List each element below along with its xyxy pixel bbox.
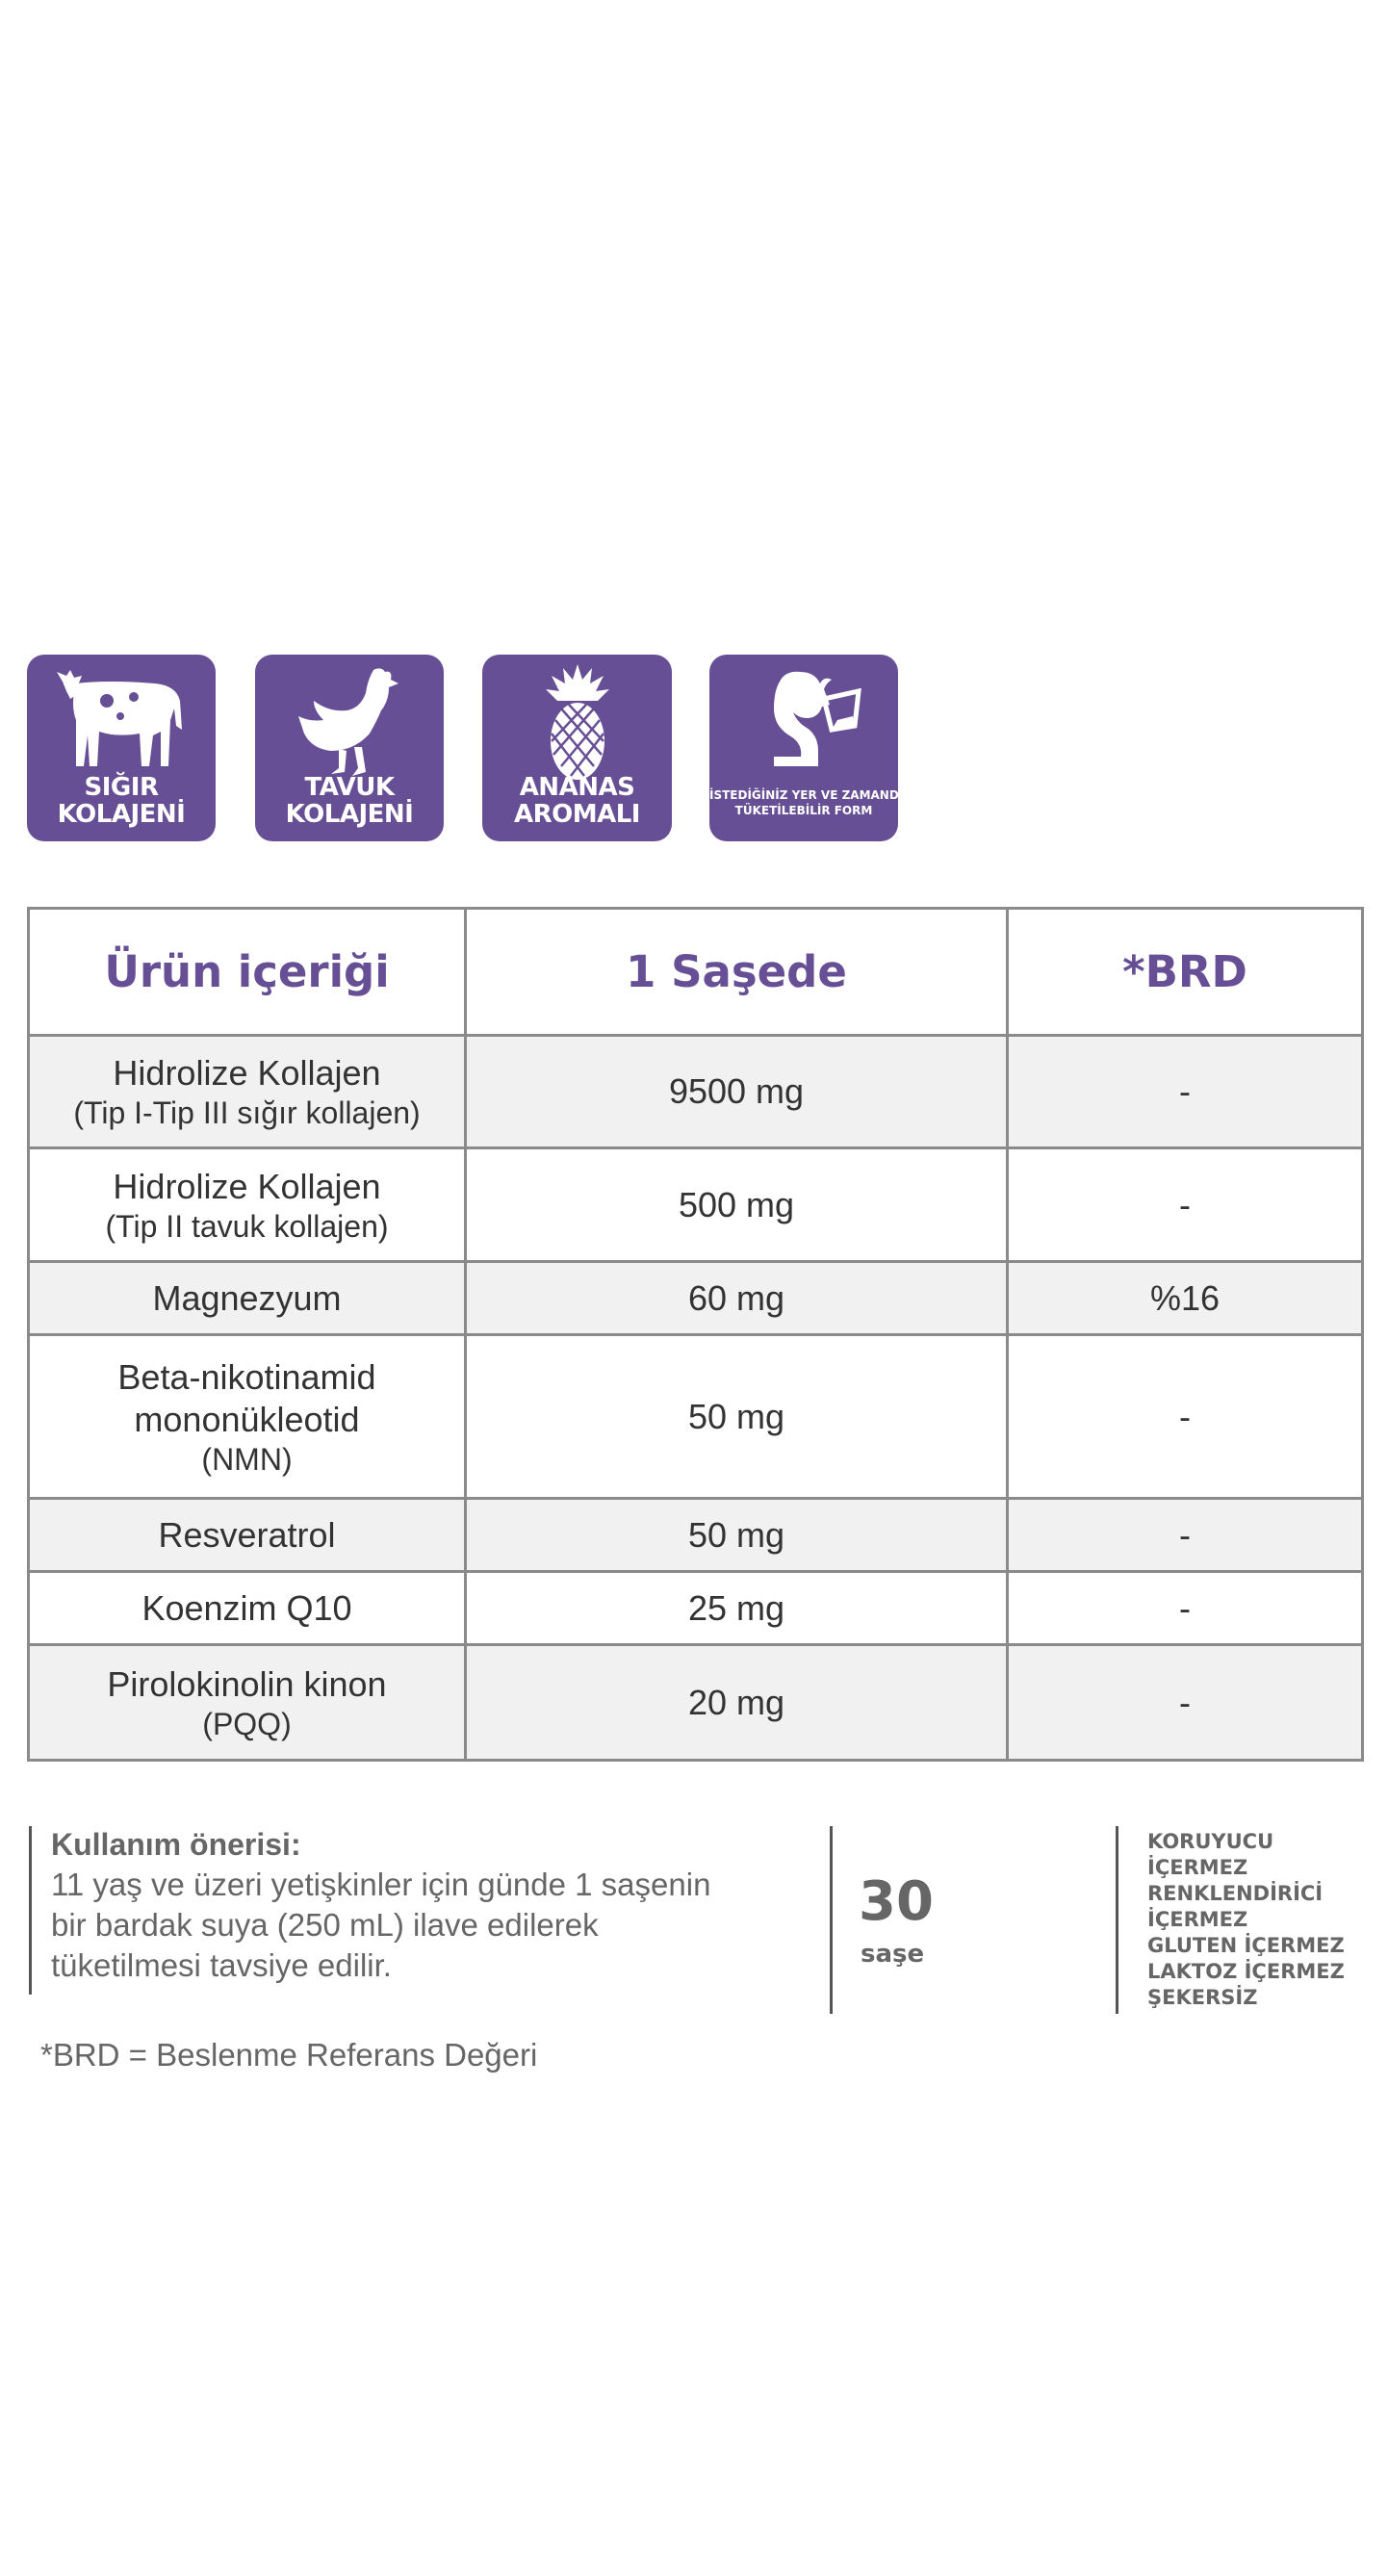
ingredient-cell: [29, 1148, 466, 1262]
badge-pineapple-flavor: [482, 655, 672, 841]
badge-label-line2: AROMALI: [514, 800, 640, 829]
amount-cell: 9500 mg: [466, 1036, 1008, 1148]
ingredient-name: Beta-nikotinamid mononükleotid: [117, 1356, 376, 1439]
badge-label-line2: KOLAJENİ: [57, 800, 186, 829]
amount-cell: 25 mg: [466, 1572, 1008, 1645]
ingredient-name: Pirolokinolin kinon: [107, 1663, 387, 1704]
brd-cell: -: [1008, 1499, 1363, 1572]
amount-cell: 20 mg: [466, 1645, 1008, 1761]
ingredient-name: Magnezyum: [152, 1277, 342, 1318]
ingredients-table: [27, 907, 1364, 1762]
ingredient-subtitle: (Tip II tavuk kollajen): [105, 1208, 389, 1244]
column-header-brd: *BRD: [1008, 909, 1363, 1036]
badge-label-line1: SIĞIR: [84, 773, 159, 802]
badge-label-line1: İSTEDİĞİNİZ YER VE ZAMANDA: [709, 788, 909, 802]
table-row: [29, 1262, 1363, 1335]
claim-line: GLUTEN İÇERMEZ: [1147, 1934, 1345, 1957]
table-header-row: [29, 909, 1363, 1036]
badge-bovine-collagen: [27, 655, 216, 841]
usage-line: tüketilmesi tavsiye edilir.: [51, 1947, 392, 1983]
pineapple-icon: [482, 662, 672, 782]
ingredient-cell: [29, 1036, 466, 1148]
badge-portable-form: [709, 655, 909, 841]
amount-cell: 50 mg: [466, 1499, 1008, 1572]
brd-cell: -: [1008, 1335, 1363, 1499]
amount-cell: 500 mg: [466, 1148, 1008, 1262]
badge-label-line2: TÜKETİLEBİLİR FORM: [734, 804, 873, 817]
brd-cell: %16: [1008, 1262, 1363, 1335]
chicken-icon: [255, 662, 444, 782]
drinking-person-icon: [709, 662, 898, 782]
claim-line: ŞEKERSİZ: [1147, 1986, 1258, 2009]
ingredient-cell: [29, 1499, 466, 1572]
usage-line: bir bardak suya (250 mL) ilave edilerek: [51, 1907, 599, 1943]
usage-line: 11 yaş ve üzeri yetişkinler için günde 1 saşenin: [51, 1867, 711, 1902]
ingredient-cell: [29, 1572, 466, 1645]
table-row: [29, 1148, 1363, 1262]
brd-cell: -: [1008, 1572, 1363, 1645]
sachet-count: [830, 1826, 1118, 2014]
claim-line: RENKLENDİRİCİ: [1147, 1882, 1324, 1905]
badge-label-line1: ANANAS: [519, 773, 635, 802]
usage-text: [51, 1865, 799, 1986]
table-row: [29, 1335, 1363, 1499]
column-header-ingredient: Ürün içeriği: [29, 909, 466, 1036]
brd-cell: -: [1008, 1036, 1363, 1148]
amount-cell: 50 mg: [466, 1335, 1008, 1499]
ingredient-cell: [29, 1262, 466, 1335]
ingredient-subtitle: (Tip I-Tip III sığır kollajen): [73, 1095, 421, 1130]
usage-title: Kullanım önerisi:: [51, 1827, 301, 1862]
sachet-count-unit: saşe: [861, 1940, 925, 1969]
claim-line: İÇERMEZ: [1147, 1856, 1248, 1879]
table-row: [29, 1499, 1363, 1572]
brd-cell: -: [1008, 1645, 1363, 1761]
table-row: [29, 1572, 1363, 1645]
ingredient-subtitle: (PQQ): [202, 1706, 292, 1741]
table-row: [29, 1036, 1363, 1148]
claim-line: KORUYUCU: [1147, 1830, 1274, 1853]
ingredient-cell: [29, 1645, 466, 1761]
badge-label-line1: TAVUK: [304, 773, 395, 802]
brd-footnote: *BRD = Beslenme Referans Değeri: [40, 2037, 538, 2073]
ingredient-cell: [29, 1335, 466, 1499]
column-header-per-sachet: 1 Saşede: [466, 909, 1008, 1036]
ingredient-name: Hidrolize Kollajen: [113, 1053, 381, 1093]
product-claims: [1147, 1829, 1378, 2011]
ingredient-name: Hidrolize Kollajen: [113, 1166, 381, 1206]
amount-cell: 60 mg: [466, 1262, 1008, 1335]
ingredient-name: Koenzim Q10: [141, 1587, 352, 1628]
ingredient-name: Resveratrol: [158, 1514, 336, 1555]
ingredient-subtitle: (NMN): [201, 1441, 293, 1477]
sachet-count-value: 30: [859, 1870, 934, 1933]
badge-label-line2: KOLAJENİ: [285, 800, 414, 829]
usage-recommendation: [29, 1826, 799, 1995]
cow-icon: [27, 662, 216, 782]
table-row: [29, 1645, 1363, 1761]
badge-chicken-collagen: [255, 655, 444, 841]
claim-line: LAKTOZ İÇERMEZ: [1147, 1960, 1345, 1983]
claim-line: İÇERMEZ: [1147, 1908, 1248, 1931]
brd-cell: -: [1008, 1148, 1363, 1262]
